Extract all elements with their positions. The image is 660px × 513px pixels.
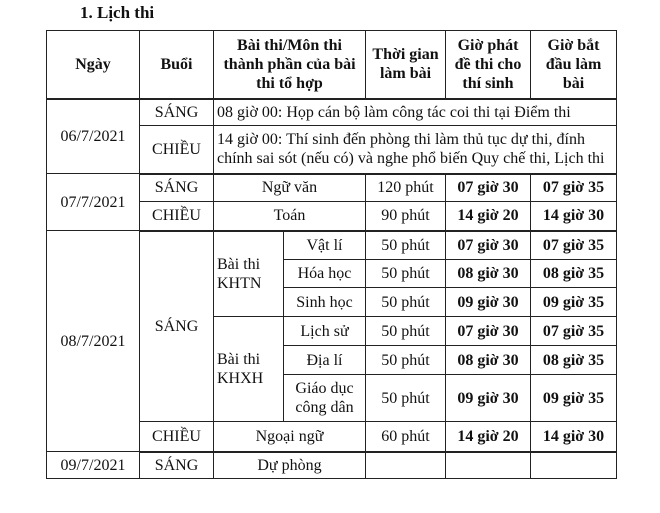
subject-cell: Ngữ văn — [214, 174, 366, 202]
duration-cell: 50 phút — [366, 346, 446, 375]
start-time-cell: 09 giờ 35 — [531, 375, 617, 422]
exam-schedule-table — [46, 30, 617, 479]
table-row — [47, 99, 617, 126]
release-time-cell: 14 giờ 20 — [446, 422, 531, 452]
start-time-cell: 14 giờ 30 — [531, 422, 617, 452]
note-cell: 08 giờ 00: Họp cán bộ làm công tác coi thi tại Điểm thi — [214, 99, 617, 126]
start-time-cell: 08 giờ 35 — [531, 260, 617, 288]
session-cell: SÁNG — [140, 174, 214, 202]
date-cell: 07/7/2021 — [47, 174, 140, 231]
header-session: Buổi — [140, 31, 214, 99]
subject-cell: Hóa học — [284, 260, 366, 288]
subject-cell: Ngoại ngữ — [214, 422, 366, 452]
duration-cell: 50 phút — [366, 260, 446, 288]
table-row — [47, 231, 617, 260]
session-cell: SÁNG — [140, 452, 214, 479]
release-time-cell: 09 giờ 30 — [446, 375, 531, 422]
release-time-cell: 08 giờ 30 — [446, 346, 531, 375]
subject-cell: Vật lí — [284, 231, 366, 260]
duration-cell: 60 phút — [366, 422, 446, 452]
release-time-cell: 07 giờ 30 — [446, 231, 531, 260]
header-start-time: Giờ bắt đầu làm bài — [531, 31, 617, 99]
release-time-cell: 07 giờ 30 — [446, 174, 531, 202]
exam-group-khxh: Bài thi KHXH — [214, 317, 284, 422]
date-cell: 08/7/2021 — [47, 231, 140, 452]
session-cell: SÁNG — [140, 231, 214, 422]
subject-cell: Giáo dục công dân — [284, 375, 366, 422]
duration-cell: 50 phút — [366, 317, 446, 346]
release-time-cell: 08 giờ 30 — [446, 260, 531, 288]
session-cell: CHIỀU — [140, 202, 214, 231]
subject-cell: Dự phòng — [214, 452, 366, 479]
table-row — [47, 452, 617, 479]
header-subject: Bài thi/Môn thi thành phần của bài thi tổ hợp — [214, 31, 366, 99]
date-cell: 09/7/2021 — [47, 452, 140, 479]
session-cell: CHIỀU — [140, 126, 214, 174]
release-time-cell: 07 giờ 30 — [446, 317, 531, 346]
duration-cell — [366, 452, 446, 479]
subject-cell: Sinh học — [284, 288, 366, 317]
subject-cell: Toán — [214, 202, 366, 231]
start-time-cell: 07 giờ 35 — [531, 231, 617, 260]
note-cell: 14 giờ 00: Thí sinh đến phòng thi làm thủ tục dự thi, đính chính sai sót (nếu có) và nghe phổ biến Quy chế thi, Lịch thi — [214, 126, 617, 174]
duration-cell: 120 phút — [366, 174, 446, 202]
subject-cell: Lịch sử — [284, 317, 366, 346]
start-time-cell — [531, 452, 617, 479]
header-release-time: Giờ phát đề thi cho thí sinh — [446, 31, 531, 99]
table-row — [47, 174, 617, 202]
session-cell: SÁNG — [140, 99, 214, 126]
exam-group-khtn: Bài thi KHTN — [214, 231, 284, 317]
session-cell: CHIỀU — [140, 422, 214, 452]
start-time-cell: 07 giờ 35 — [531, 174, 617, 202]
date-cell: 06/7/2021 — [47, 99, 140, 174]
subject-cell: Địa lí — [284, 346, 366, 375]
header-duration: Thời gian làm bài — [366, 31, 446, 99]
start-time-cell: 09 giờ 35 — [531, 288, 617, 317]
duration-cell: 50 phút — [366, 231, 446, 260]
duration-cell: 50 phút — [366, 375, 446, 422]
header-date: Ngày — [47, 31, 140, 99]
section-title: 1. Lịch thi — [80, 3, 155, 22]
release-time-cell: 14 giờ 20 — [446, 202, 531, 231]
header-row — [47, 31, 617, 99]
start-time-cell: 14 giờ 30 — [531, 202, 617, 231]
release-time-cell — [446, 452, 531, 479]
duration-cell: 90 phút — [366, 202, 446, 231]
start-time-cell: 08 giờ 35 — [531, 346, 617, 375]
release-time-cell: 09 giờ 30 — [446, 288, 531, 317]
start-time-cell: 07 giờ 35 — [531, 317, 617, 346]
duration-cell: 50 phút — [366, 288, 446, 317]
